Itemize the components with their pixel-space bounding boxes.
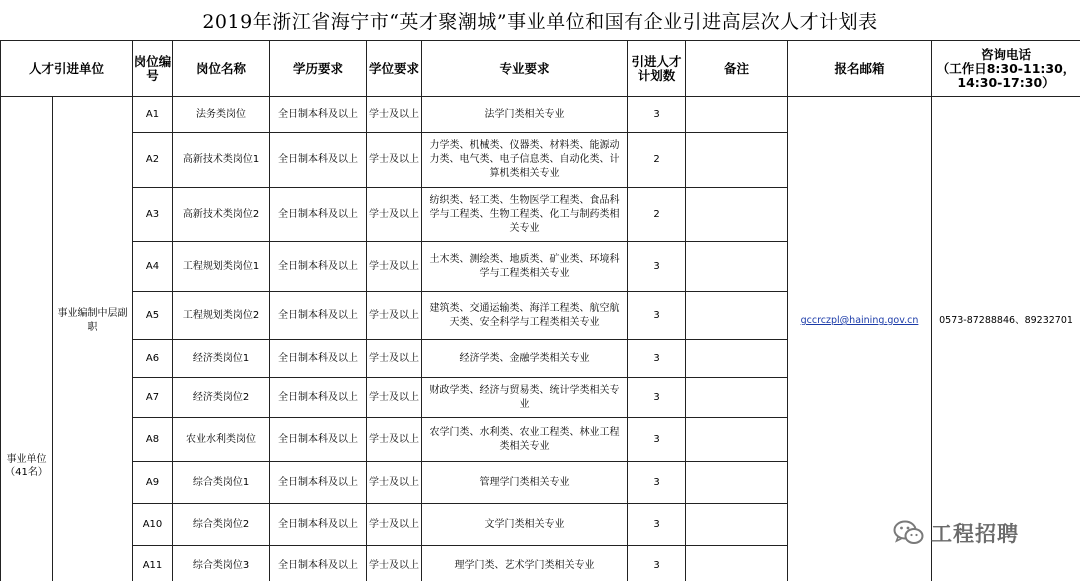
unit-category-cell: 事业单位（41名）	[1, 97, 53, 581]
education-cell: 全日制本科及以上	[270, 133, 367, 188]
remark-cell	[686, 292, 788, 340]
major-cell: 财政学类、经济与贸易类、统计学类相关专业	[422, 378, 628, 418]
header-plan: 引进人才计划数	[628, 41, 686, 97]
education-cell: 全日制本科及以上	[270, 340, 367, 378]
page-title: 2019年浙江省海宁市“英才聚潮城”事业单位和国有企业引进高层次人才计划表	[202, 10, 878, 33]
degree-cell: 学士及以上	[367, 418, 422, 462]
job-code-cell: A6	[133, 340, 173, 378]
education-cell: 全日制本科及以上	[270, 546, 367, 581]
plan-count-cell: 3	[628, 340, 686, 378]
job-name-cell: 工程规划类岗位1	[173, 242, 270, 292]
degree-cell: 学士及以上	[367, 462, 422, 504]
remark-cell	[686, 418, 788, 462]
unit-sub-cell: 事业编制中层副职	[53, 97, 133, 581]
plan-count-cell: 3	[628, 378, 686, 418]
major-cell: 管理学门类相关专业	[422, 462, 628, 504]
degree-cell: 学士及以上	[367, 242, 422, 292]
major-cell: 土木类、测绘类、地质类、矿业类、环境科学与工程类相关专业	[422, 242, 628, 292]
plan-count-cell: 3	[628, 418, 686, 462]
header-remark: 备注	[686, 41, 788, 97]
job-name-cell: 高新技术类岗位1	[173, 133, 270, 188]
email-cell	[788, 97, 932, 581]
header-code: 岗位编号	[133, 41, 173, 97]
degree-cell: 学士及以上	[367, 546, 422, 581]
header-name: 岗位名称	[173, 41, 270, 97]
job-code-cell: A2	[133, 133, 173, 188]
degree-cell: 学士及以上	[367, 378, 422, 418]
table-row	[1, 97, 1080, 133]
job-code-cell: A4	[133, 242, 173, 292]
plan-count-cell: 3	[628, 242, 686, 292]
job-name-cell: 综合类岗位3	[173, 546, 270, 581]
education-cell: 全日制本科及以上	[270, 242, 367, 292]
plan-count-cell: 3	[628, 97, 686, 133]
remark-cell	[686, 462, 788, 504]
major-cell: 文学门类相关专业	[422, 504, 628, 546]
degree-cell: 学士及以上	[367, 340, 422, 378]
job-code-cell: A10	[133, 504, 173, 546]
education-cell: 全日制本科及以上	[270, 378, 367, 418]
degree-cell: 学士及以上	[367, 504, 422, 546]
header-unit: 人才引进单位	[1, 41, 133, 97]
job-name-cell: 高新技术类岗位2	[173, 188, 270, 242]
remark-cell	[686, 133, 788, 188]
major-cell: 理学门类、艺术学门类相关专业	[422, 546, 628, 581]
job-code-cell: A9	[133, 462, 173, 504]
job-name-cell: 综合类岗位2	[173, 504, 270, 546]
header-degree: 学位要求	[367, 41, 422, 97]
header-education: 学历要求	[270, 41, 367, 97]
major-cell: 法学门类相关专业	[422, 97, 628, 133]
job-name-cell: 法务类岗位	[173, 97, 270, 133]
job-name-cell: 综合类岗位1	[173, 462, 270, 504]
plan-count-cell: 3	[628, 504, 686, 546]
header-major: 专业要求	[422, 41, 628, 97]
table-header-row	[1, 41, 1080, 97]
remark-cell	[686, 378, 788, 418]
plan-count-cell: 2	[628, 188, 686, 242]
signup-email-link[interactable]: gccrczpl@haining.gov.cn	[800, 315, 919, 326]
remark-cell	[686, 242, 788, 292]
education-cell: 全日制本科及以上	[270, 504, 367, 546]
plan-count-cell: 3	[628, 546, 686, 581]
remark-cell	[686, 97, 788, 133]
education-cell: 全日制本科及以上	[270, 188, 367, 242]
job-name-cell: 经济类岗位1	[173, 340, 270, 378]
degree-cell: 学士及以上	[367, 188, 422, 242]
degree-cell: 学士及以上	[367, 292, 422, 340]
major-cell: 农学门类、水利类、农业工程类、林业工程类相关专业	[422, 418, 628, 462]
major-cell: 经济学类、金融学类相关专业	[422, 340, 628, 378]
plan-count-cell: 2	[628, 133, 686, 188]
job-code-cell: A11	[133, 546, 173, 581]
watermark-text: 工程招聘	[931, 522, 1019, 546]
education-cell: 全日制本科及以上	[270, 97, 367, 133]
talent-plan-table	[0, 40, 1080, 581]
job-name-cell: 经济类岗位2	[173, 378, 270, 418]
job-name-cell: 农业水利类岗位	[173, 418, 270, 462]
remark-cell	[686, 188, 788, 242]
remark-cell	[686, 546, 788, 581]
degree-cell: 学士及以上	[367, 97, 422, 133]
header-email: 报名邮箱	[788, 41, 932, 97]
phone-cell: 0573-87288846、89232701	[932, 97, 1080, 581]
remark-cell	[686, 504, 788, 546]
plan-count-cell: 3	[628, 462, 686, 504]
education-cell: 全日制本科及以上	[270, 462, 367, 504]
job-code-cell: A3	[133, 188, 173, 242]
major-cell: 力学类、机械类、仪器类、材料类、能源动力类、电气类、电子信息类、自动化类、计算机类相关专业	[422, 133, 628, 188]
plan-count-cell: 3	[628, 292, 686, 340]
remark-cell	[686, 340, 788, 378]
education-cell: 全日制本科及以上	[270, 292, 367, 340]
job-code-cell: A7	[133, 378, 173, 418]
major-cell: 纺织类、轻工类、生物医学工程类、食品科学与工程类、生物工程类、化工与制药类相关专业	[422, 188, 628, 242]
job-code-cell: A8	[133, 418, 173, 462]
education-cell: 全日制本科及以上	[270, 418, 367, 462]
job-code-cell: A1	[133, 97, 173, 133]
header-phone-label: 咨询电话	[981, 46, 1032, 62]
major-cell: 建筑类、交通运输类、海洋工程类、航空航天类、安全科学与工程类相关专业	[422, 292, 628, 340]
header-phone-hours: （工作日8:30-11:30，14:30-17:30）	[936, 60, 1076, 90]
degree-cell: 学士及以上	[367, 133, 422, 188]
header-phone	[932, 41, 1080, 97]
job-code-cell: A5	[133, 292, 173, 340]
job-name-cell: 工程规划类岗位2	[173, 292, 270, 340]
